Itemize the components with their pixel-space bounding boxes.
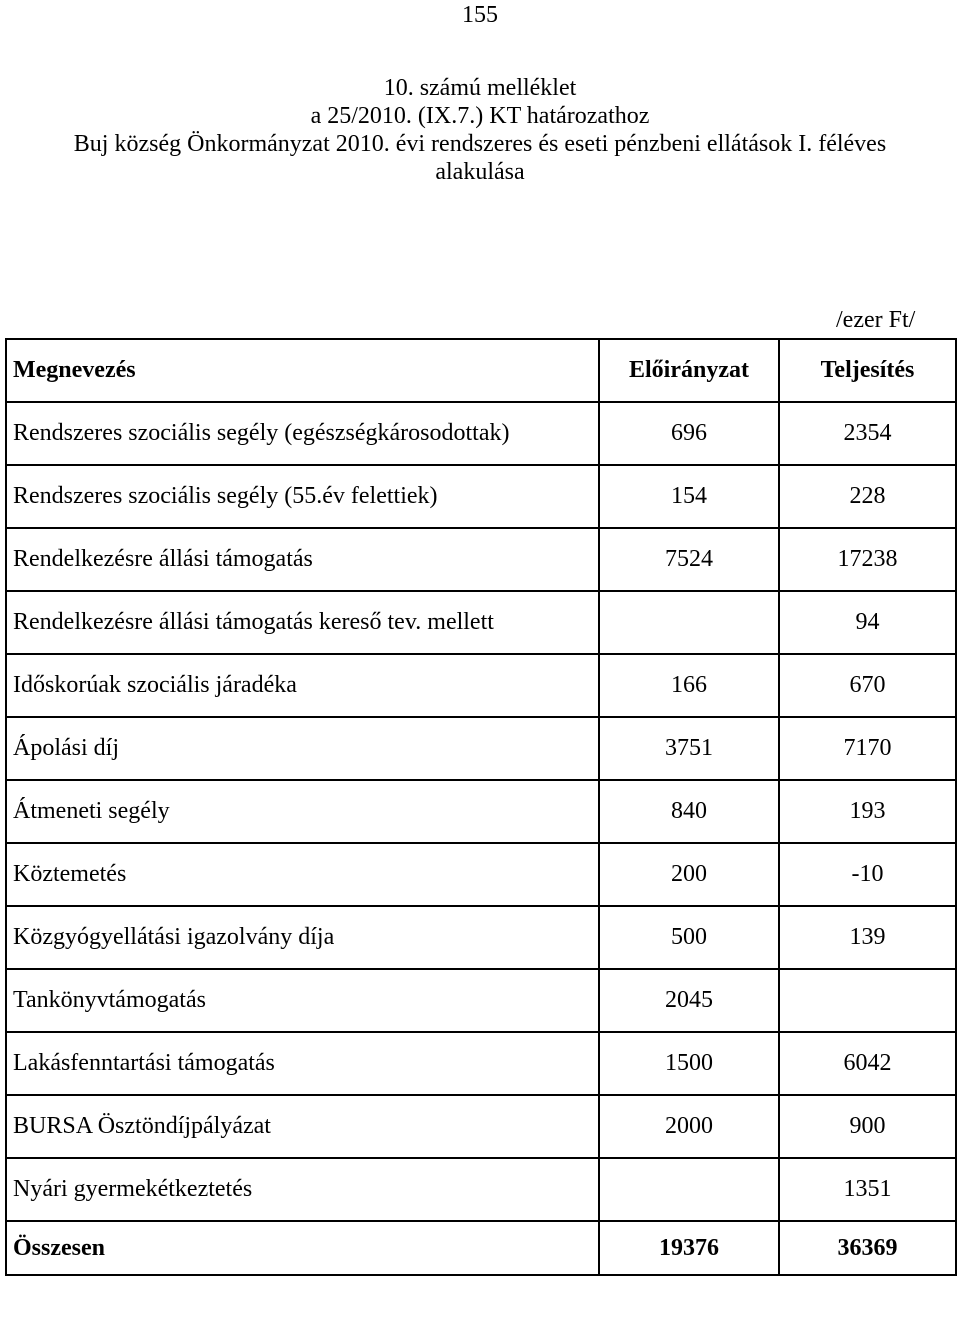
table-row [6, 780, 956, 843]
table-row [6, 906, 956, 969]
cell-name: Összesen [6, 1221, 599, 1275]
header-actual: Teljesítés [779, 339, 956, 402]
cell-planned: 1500 [599, 1032, 779, 1095]
cell-actual: 36369 [779, 1221, 956, 1275]
table-row [6, 591, 956, 654]
cell-planned [599, 591, 779, 654]
table-row [6, 465, 956, 528]
document-heading [0, 74, 960, 186]
table-row [6, 1032, 956, 1095]
benefits-table [5, 338, 957, 1276]
total-row [6, 1221, 956, 1275]
cell-actual: 6042 [779, 1032, 956, 1095]
cell-planned: 3751 [599, 717, 779, 780]
cell-planned [599, 1158, 779, 1221]
table-row [6, 654, 956, 717]
cell-name: BURSA Ösztöndíjpályázat [6, 1095, 599, 1158]
cell-name: Közgyógyellátási igazolvány díja [6, 906, 599, 969]
table-row [6, 717, 956, 780]
cell-actual: 900 [779, 1095, 956, 1158]
cell-actual: 7170 [779, 717, 956, 780]
cell-actual: 193 [779, 780, 956, 843]
table-body [6, 339, 956, 1275]
header-planned: Előirányzat [599, 339, 779, 402]
cell-planned: 2000 [599, 1095, 779, 1158]
cell-planned: 500 [599, 906, 779, 969]
cell-name: Rendelkezésre állási támogatás [6, 528, 599, 591]
cell-planned: 200 [599, 843, 779, 906]
cell-planned: 840 [599, 780, 779, 843]
cell-actual: 139 [779, 906, 956, 969]
cell-name: Rendelkezésre állási támogatás kereső tev. mellett [6, 591, 599, 654]
cell-planned: 154 [599, 465, 779, 528]
cell-actual: 670 [779, 654, 956, 717]
cell-actual: 2354 [779, 402, 956, 465]
cell-actual: 1351 [779, 1158, 956, 1221]
heading-line-3: Buj község Önkormányzat 2010. évi rendszeres és eseti pénzbeni ellátások I. féléves [73, 131, 887, 157]
table-row [6, 1158, 956, 1221]
cell-name: Nyári gyermekétkeztetés [6, 1158, 599, 1221]
cell-name: Tankönyvtámogatás [6, 969, 599, 1032]
heading-line-1: 10. számú melléklet [383, 75, 577, 101]
cell-planned: 7524 [599, 528, 779, 591]
unit-label: /ezer Ft/ [836, 307, 916, 333]
cell-planned: 19376 [599, 1221, 779, 1275]
table-row [6, 528, 956, 591]
cell-actual [779, 969, 956, 1032]
table-row [6, 843, 956, 906]
cell-name: Rendszeres szociális segély (55.év felettiek) [6, 465, 599, 528]
cell-actual: -10 [779, 843, 956, 906]
cell-actual: 17238 [779, 528, 956, 591]
cell-name: Lakásfenntartási támogatás [6, 1032, 599, 1095]
cell-name: Köztemetés [6, 843, 599, 906]
cell-planned: 166 [599, 654, 779, 717]
cell-name: Ápolási díj [6, 717, 599, 780]
cell-planned: 696 [599, 402, 779, 465]
table-row [6, 1095, 956, 1158]
table-row [6, 969, 956, 1032]
cell-name: Rendszeres szociális segély (egészségkárosodottak) [6, 402, 599, 465]
cell-name: Átmeneti segély [6, 780, 599, 843]
cell-planned: 2045 [599, 969, 779, 1032]
page-number: 155 [462, 2, 498, 28]
cell-actual: 228 [779, 465, 956, 528]
cell-actual: 94 [779, 591, 956, 654]
cell-name: Időskorúak szociális járadéka [6, 654, 599, 717]
table-header-row [6, 339, 956, 402]
heading-line-4: alakulása [435, 159, 525, 185]
header-name: Megnevezés [6, 339, 599, 402]
table-row [6, 402, 956, 465]
heading-line-2: a 25/2010. (IX.7.) KT határozathoz [310, 103, 650, 129]
